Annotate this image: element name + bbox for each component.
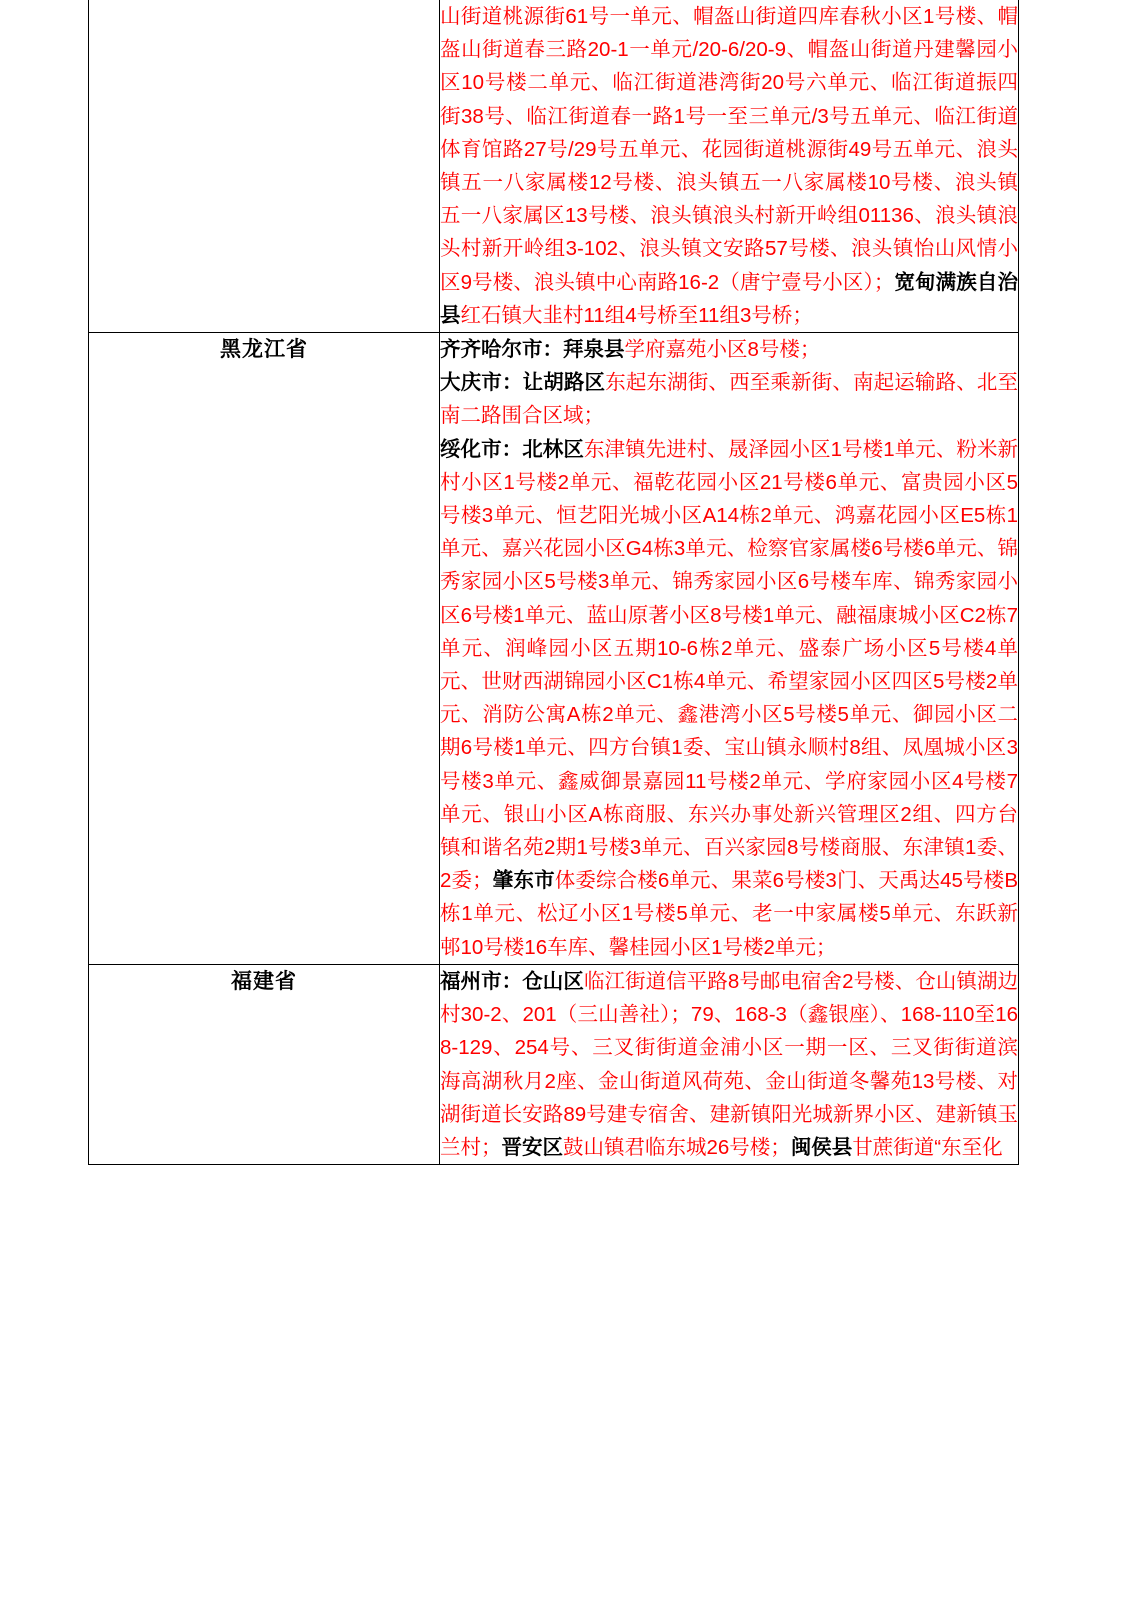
city-sub-label: 肇东市 xyxy=(492,869,555,893)
district-label: 北林区 xyxy=(522,437,584,461)
district-label: 拜泉县 xyxy=(563,338,625,362)
detail-text-red: 东津镇先进村、晟泽园小区1号楼1单元、粉米新村小区1号楼2单元、福乾花园小区21号楼6单元、富贵园小区5号楼3单元、恒艺阳光城小区A14栋2单元、鸿嘉花园小区E5栋1单元、嘉兴花园小区G4栋3单元、检察官家属楼6号楼6单元、锦秀家园小区5号楼3单元、锦秀家园小区6号楼车库、锦秀家园小区6号楼1单元、蓝山原著小区8号楼1单元、融福康城小区C2栋7单元、润峰园小区五期10-6栋2单元、盛泰广场小区5号楼4单元、世财西湖锦园小区C1栋4单元、希望家园小区四区5号楼2单元、消防公寓A栋2单元、鑫港湾小区5号楼5单元、御园小区二期6号楼1单元、四方台镇1委、宝山镇永顺村8组、凤凰城小区3号楼3单元、鑫威御景嘉园11号楼2单元、学府家园小区4号楼7单元、银山小区A栋商服、东兴办事处新兴管理区2组、四方台镇和谐名苑2期1号楼3单元、百兴家园8号楼商服、东津镇1委、2委； xyxy=(440,437,1019,893)
detail-paragraph xyxy=(440,333,1018,366)
table-row xyxy=(89,333,1019,965)
detail-paragraph xyxy=(440,965,1018,1164)
province-name-cell xyxy=(89,964,440,1164)
detail-text-red: 鼓山镇君临东城26号楼； xyxy=(563,1135,791,1159)
district-label: 晋安区 xyxy=(501,1135,563,1159)
district-label: 让胡路区 xyxy=(522,371,606,395)
county-label: 闽侯县 xyxy=(790,1135,853,1159)
province-name-cell xyxy=(89,333,440,965)
detail-paragraph xyxy=(440,366,1018,432)
detail-text-red: 红石镇大韭村11组4号桥至11组3号桥； xyxy=(460,303,813,327)
city-label: 绥化市： xyxy=(440,437,523,461)
detail-text-red: 甘蔗街道“东至化 xyxy=(852,1135,1003,1159)
city-label: 福州市： xyxy=(440,969,523,993)
risk-area-table xyxy=(88,0,1019,1165)
detail-text-red: 体委综合楼6单元、果菜6号楼3门、天禹达45号楼B栋1单元、松辽小区1号楼5单元、老一中家属楼5单元、东跃新邨10号楼16车库、馨桂园小区1号楼2单元； xyxy=(440,869,1018,959)
city-label: 齐齐哈尔市： xyxy=(440,338,563,362)
city-label: 大庆市： xyxy=(440,371,523,395)
detail-paragraph xyxy=(440,433,1018,964)
area-detail-cell xyxy=(440,333,1019,965)
area-detail-cell xyxy=(440,964,1019,1164)
province-label: 黑龙江省 xyxy=(220,338,308,362)
table-row xyxy=(89,964,1019,1164)
table-body xyxy=(89,0,1019,1165)
detail-text-red: 东起东湖街、西至乘新街、南起运输路、北至南二路围合区域； xyxy=(440,371,1019,428)
province-name-cell xyxy=(89,0,440,333)
area-detail-cell xyxy=(440,0,1019,333)
table-row xyxy=(89,0,1019,333)
province-label: 福建省 xyxy=(231,969,297,993)
county-label: 宽甸满族自治县 xyxy=(440,270,1018,327)
detail-text-red: 学府嘉苑小区8号楼； xyxy=(624,338,821,362)
detail-text-red: 山街道桃源街61号一单元、帽盔山街道四库春秋小区1号楼、帽盔山街道春三路20-1一单元/20-6/20-9、帽盔山街道丹建馨园小区10号楼二单元、临江街道港湾街20号六单元、临江街道振四街38号、临江街道春一路1号一至三单元/3号五单元、临江街道体育馆路27号/29号五单元、花园街道桃源街49号五单元、浪头镇五一八家属楼12号楼、浪头镇五一八家属楼10号楼、浪头镇五一八家属区13号楼、浪头镇浪头村新开岭组01136、浪头镇浪头村新开岭组3-102、浪头镇文安路57号楼、浪头镇怡山风情小区9号楼、浪头镇中心南路16-2（唐宁壹号小区）； xyxy=(440,5,1018,294)
detail-paragraph xyxy=(440,0,1018,332)
district-label: 仓山区 xyxy=(522,969,584,993)
detail-text-red: 临江街道信平路8号邮电宿舍2号楼、仓山镇湖边村30-2、201（三山善社）；79、168-3（鑫银座）、168-110至168-129、254号、三叉街街道金浦小区一期一区、三叉街街道滨海高湖秋月2座、金山街道风荷苑、金山街道冬馨苑13号楼、对湖街道长安路89号建专宿舍、建新镇阳光城新界小区、建新镇玉兰村； xyxy=(440,969,1019,1159)
